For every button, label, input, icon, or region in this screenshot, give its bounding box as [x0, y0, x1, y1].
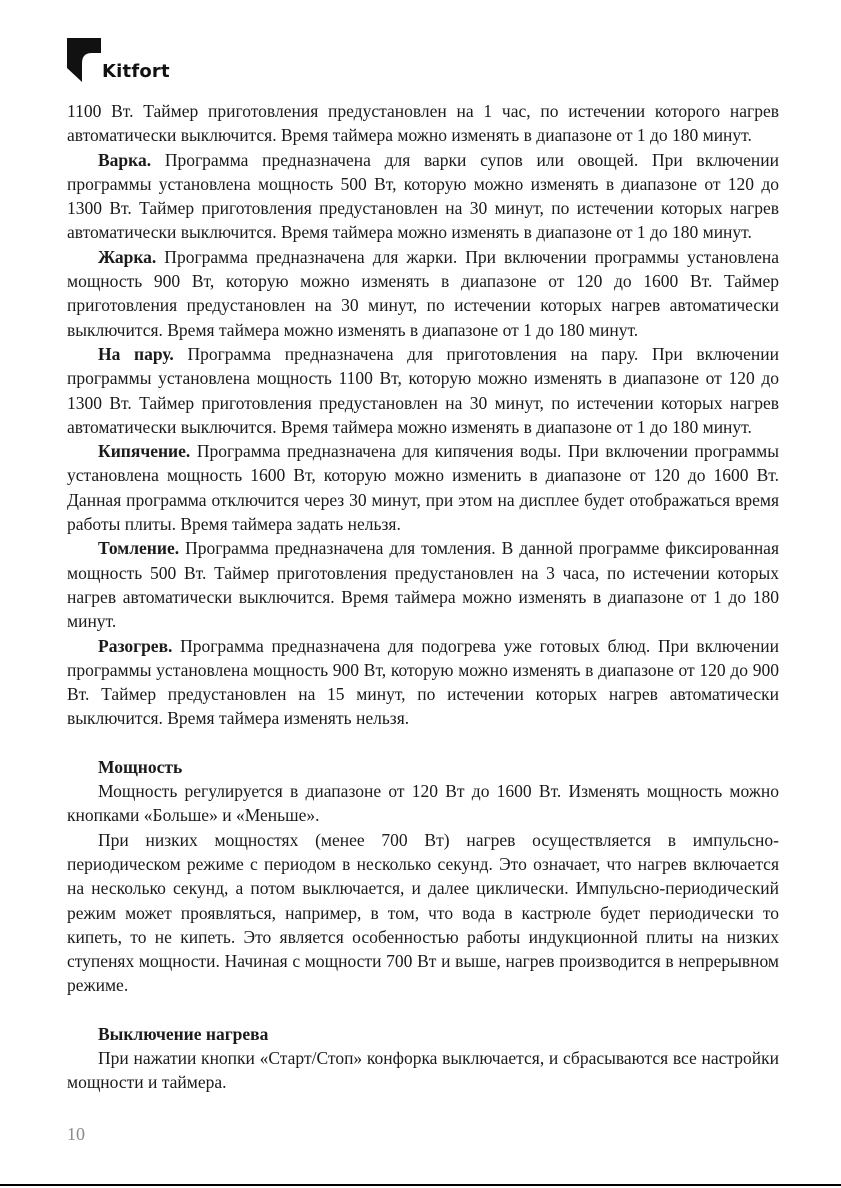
program-text: Программа предназначена для жарки. При включении программы установлена мощность 900 Вт, которую можно изменять в диапазоне от 120 до 1600 Вт. Таймер приготовления предустановлен на 30 минут, по истечении которых нагрев автоматически выключится. Время таймера можно изменять в диапазоне от 1 до 180 минут.	[67, 246, 779, 340]
program-name: На пару.	[98, 343, 174, 364]
program-text: Программа предназначена для кипячения воды. При включении программы установлена мощность 1600 Вт, которую можно изменить в диапазоне от 120 до 1600 Вт. Данная программа отключится через 30 минут, при этом на дисплее будет отображаться время работы плиты. Время таймера задать нельзя.	[67, 441, 779, 535]
page-content	[67, 99, 779, 1095]
program-text: Программа предназначена для подогрева уже готовых блюд. При включении программы установлена мощность 900 Вт, которую можно изменять в диапазоне от 120 до 900 Вт. Таймер предустановлен на 15 минут, по истечении которых нагрев автоматически выключится. Время таймера изменять нельзя.	[67, 635, 779, 729]
program-name: Жарка.	[98, 246, 157, 267]
shutdown-heading: Выключение нагрева	[98, 1023, 269, 1044]
program-name: Кипячение.	[98, 441, 191, 462]
section-gap	[67, 731, 779, 755]
bottom-rule	[0, 1184, 841, 1186]
power-paragraph-2: При низких мощностях (менее 700 Вт) нагрев осуществляется в импульсно-периодическом режиме с периодом в несколько секунд. Это означает, что нагрев включается на несколько секунд, а потом выключается, и далее циклически. Импульсно-периодический режим может проявляться, например, в том, что вода в кастрюле будет периодически то кипеть, то не кипеть. Это является особенностью работы индукционной плиты на низких ступенях мощности. Начиная с мощности 700 Вт и выше, нагрев производится в непрерывном режиме.	[67, 829, 779, 996]
program-name: Разогрев.	[98, 635, 173, 656]
brand-name: Kitfort	[102, 61, 170, 82]
section-gap	[67, 998, 779, 1022]
program-name: Томление.	[98, 538, 180, 559]
program-zharka	[67, 245, 779, 342]
program-varka	[67, 148, 779, 245]
program-tomlenie	[67, 536, 779, 633]
page-number: 10	[67, 1124, 85, 1144]
kitfort-logo-icon	[67, 38, 101, 82]
program-na-paru	[67, 342, 779, 439]
power-heading: Мощность	[98, 756, 183, 777]
power-paragraph-1: Мощность регулируется в диапазоне от 120 Вт до 1600 Вт. Изменять мощность можно кнопками «Больше» и «Меньше».	[67, 781, 779, 826]
shutdown-paragraph: При нажатии кнопки «Старт/Стоп» конфорка выключается, и сбрасываются все настройки мощности и таймера.	[67, 1047, 779, 1093]
program-text: Программа предназначена для варки супов или овощей. При включении программы установлена мощность 500 Вт, которую можно изменять в диапазоне от 120 до 1300 Вт. Таймер приготовления предустановлен на 30 минут, по истечении которых нагрев автоматически выключится. Время таймера можно изменять в диапазоне от 1 до 180 минут.	[67, 149, 779, 243]
program-razogrev	[67, 634, 779, 731]
program-kipyachenie	[67, 439, 779, 536]
program-name: Варка.	[98, 149, 152, 170]
program-text: Программа предназначена для томления. В данной программе фиксированная мощность 500 Вт. Таймер приготовления предустановлен на 3 часа, по истечении которых нагрев автоматически выключится. Время таймера можно изменять в диапазоне от 1 до 180 минут.	[67, 538, 779, 632]
program-text: Программа предназначена для приготовления на пару. При включении программы установлена мощность 1100 Вт, которую можно изменять в диапазоне от 120 до 1300 Вт. Таймер приготовления предустановлен на 30 минут, по истечении которых нагрев автоматически выключится. Время таймера можно изменять в диапазоне от 1 до 180 минут.	[67, 343, 779, 437]
kitfort-logo	[67, 38, 170, 82]
intro-paragraph: 1100 Вт. Таймер приготовления предустановлен на 1 час, по истечении которого нагрев автоматически выключится. Время таймера можно изменять в диапазоне от 1 до 180 минут.	[67, 101, 779, 146]
